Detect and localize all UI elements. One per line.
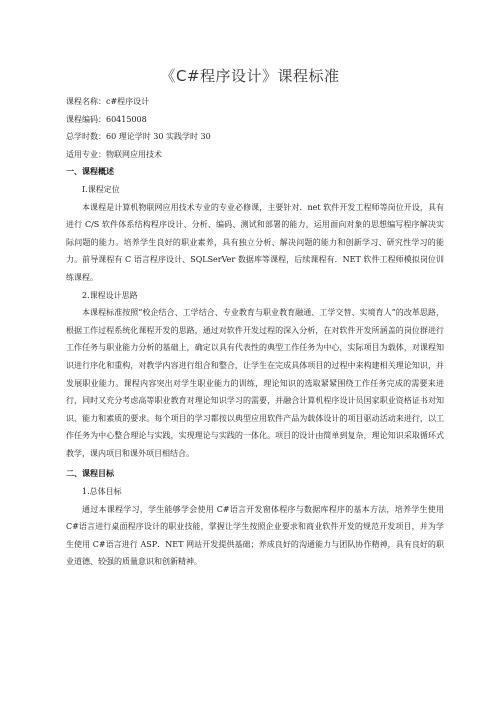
section-heading-objectives: 二、课程目标 (66, 469, 114, 479)
subsection-heading-positioning: I.课程定位 (82, 184, 120, 194)
paragraph-positioning: 本课程是计算机物联网应用技术专业的专业必修课，主要针对．net 软件开发工程师等岗位开设，具有进行 C/S 软件体系结构程序设计、分析、编码、测试和部署的能力，运用面向对象的思想编写程序解决实际问题的能力。培养学生良好的职业素养，具有独立分析、解决问题的能力和创新学习、研究性学习的能力。前导课程有 C 语言程序设计、SQLSerVer 数据库等课程，后续课程有．NET 软件工程师模拟岗位训练课程。 (66, 202, 444, 282)
subsection-heading-overall-goal: 1.总体目标 (82, 487, 122, 497)
paragraph-design-idea: 本课程标准按照“校企结合、工学结合、专业教育与职业教育融通、工学交替、实境育人”的改革思路，根据工作过程系统化课程开发的思路，通过对软件开发过程的深入分析，在对软件开发所涵盖的岗位群进行工作任务与职业能力分析的基础上，确定以具有代表性的典型工作任务为中心，实际项目为载体，对课程知识进行序化和重构，对教学内容进行组合和整合，让学生在完成具体项目的过程中来构建相关理论知识，并发展职业能力。课程内容突出对学生职业能力的训练，理论知识的选取紧紧围绕工作任务完成的需要来进行，同时又充分考虑高等职业教育对理论知识学习的需要，并融合计算机程序设计员国家职业资格证书对知识、能力和素质的要求。每个项目的学习都按以典型应用软件产品为载体设计的项目驱动活动来进行，以工作任务为中心整合理论与实践，实现理论与实践的一体化。项目的设计由简单到复杂，理论知识采取循环式教学，课内项目和课外项目相结合。 (66, 308, 444, 458)
course-name: 课程名称：c#程序设计 (66, 97, 150, 106)
course-code: 课程编码：60415008 (66, 114, 147, 124)
applicable-major: 适用专业：物联网应用技术 (66, 149, 162, 159)
section-heading-overview: 一、课程概述 (66, 167, 114, 177)
document-title: 《C#程序设计》课程标准 (160, 67, 340, 85)
document-body (66, 93, 444, 571)
course-hours: 总学时数：60 理论学时 30 实践学时 30 (66, 132, 211, 142)
subsection-heading-design-idea: 2.课程设计思路 (82, 290, 138, 300)
paragraph-overall-goal: 通过本课程学习，学生能够学会使用 C#语言开发窗体程序与数据库程序的基本方法，培养学生使用 C#语言进行桌面程序设计的职业技能，掌握让学生按照企业要求和商业软件开发的规范开发项目，并为学生使用 C#语言进行 ASP．NET 网站开发提供基础；养成良好的沟通能力与团队协作精神，具有良好的职业道德、较强的质量意识和创新精神。 (66, 504, 444, 567)
